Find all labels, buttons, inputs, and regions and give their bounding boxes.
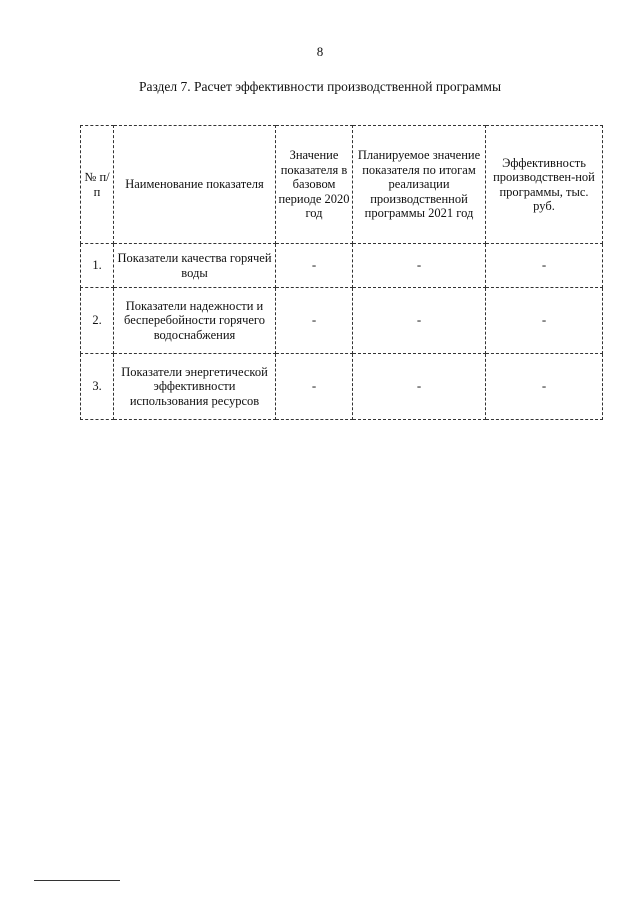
row-base: - xyxy=(276,354,353,420)
section-title: Раздел 7. Расчет эффективности производственной программы xyxy=(138,79,502,94)
efficiency-table xyxy=(80,125,603,420)
row-name: Показатели качества горячей воды xyxy=(114,244,276,288)
row-num: 3. xyxy=(81,354,114,420)
row-name: Показатели надежности и бесперебойности горячего водоснабжения xyxy=(114,288,276,354)
row-planned: - xyxy=(353,354,486,420)
row-num: 1. xyxy=(81,244,114,288)
row-name: Показатели энергетической эффективности использования ресурсов xyxy=(114,354,276,420)
row-efficiency: - xyxy=(486,244,603,288)
page-number: 8 xyxy=(316,44,324,59)
header-planned: Планируемое значение показателя по итогам реализации производственной программы 2021 год xyxy=(353,126,486,244)
table-row xyxy=(81,288,603,354)
table-row xyxy=(81,244,603,288)
footer-divider xyxy=(34,880,120,881)
header-efficiency: Эффективность производствен-ной программы, тыс. руб. xyxy=(486,126,603,244)
row-num: 2. xyxy=(81,288,114,354)
header-base: Значение показателя в базовом периоде 2020 год xyxy=(276,126,353,244)
row-efficiency: - xyxy=(486,288,603,354)
row-planned: - xyxy=(353,288,486,354)
row-base: - xyxy=(276,288,353,354)
row-efficiency: - xyxy=(486,354,603,420)
table-row xyxy=(81,354,603,420)
row-planned: - xyxy=(353,244,486,288)
header-num: № п/п xyxy=(81,126,114,244)
table-header-row xyxy=(81,126,603,244)
header-name: Наименование показателя xyxy=(114,126,276,244)
row-base: - xyxy=(276,244,353,288)
